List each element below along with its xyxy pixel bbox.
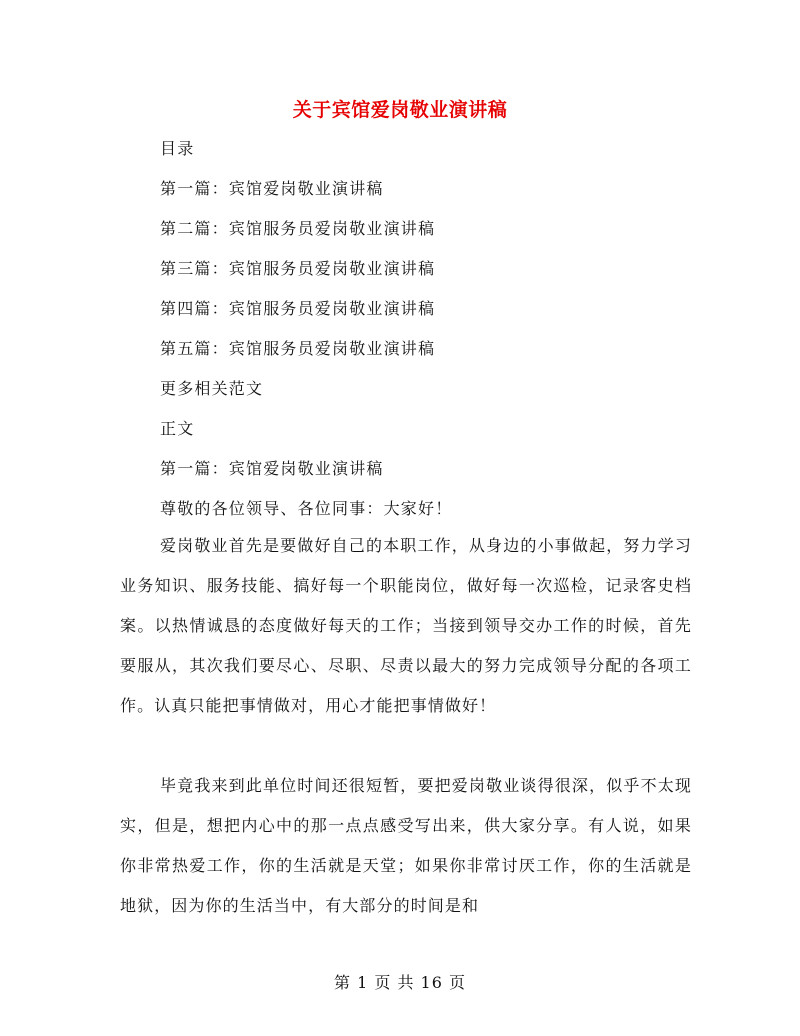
- body-paragraph-2: 毕竟我来到此单位时间还很短暂，要把爱岗敬业谈得很深，似乎不太现实，但是，想把内心中的那一点点感受写出来，供大家分享。有人说，如果你非常热爱工作，你的生活就是天堂；如果你非常讨厌工作，你的生活就是地狱，因为你的生活当中，有大部分的时间是和: [120, 776, 692, 915]
- page-number-footer: 第 1 页 共 16 页: [334, 973, 466, 992]
- section-title: 第一篇：宾馆爱岗敬业演讲稿: [160, 459, 384, 478]
- more-related-link[interactable]: 更多相关范文: [160, 379, 264, 398]
- greeting-text: 尊敬的各位领导、各位同事：大家好！: [160, 499, 453, 518]
- body-heading: 正文: [160, 419, 195, 438]
- document-title: 关于宾馆爱岗敬业演讲稿: [292, 99, 508, 121]
- toc-item-4[interactable]: 第四篇：宾馆服务员爱岗敬业演讲稿: [160, 299, 436, 318]
- toc-item-5[interactable]: 第五篇：宾馆服务员爱岗敬业演讲稿: [160, 339, 436, 358]
- toc-heading: 目录: [160, 139, 195, 158]
- toc-item-2[interactable]: 第二篇：宾馆服务员爱岗敬业演讲稿: [160, 219, 436, 238]
- toc-item-3[interactable]: 第三篇：宾馆服务员爱岗敬业演讲稿: [160, 259, 436, 278]
- body-paragraph-1: 爱岗敬业首先是要做好自己的本职工作，从身边的小事做起，努力学习业务知识、服务技能、搞好每一个职能岗位，做好每一次巡检，记录客史档案。以热情诚恳的态度做好每天的工作；当接到领导交办工作的时候，首先要服从，其次我们要尽心、尽职、尽责以最大的努力完成领导分配的各项工作。认真只能把事情做对，用心才能把事情做好！: [120, 536, 692, 715]
- toc-item-1[interactable]: 第一篇：宾馆爱岗敬业演讲稿: [160, 179, 384, 198]
